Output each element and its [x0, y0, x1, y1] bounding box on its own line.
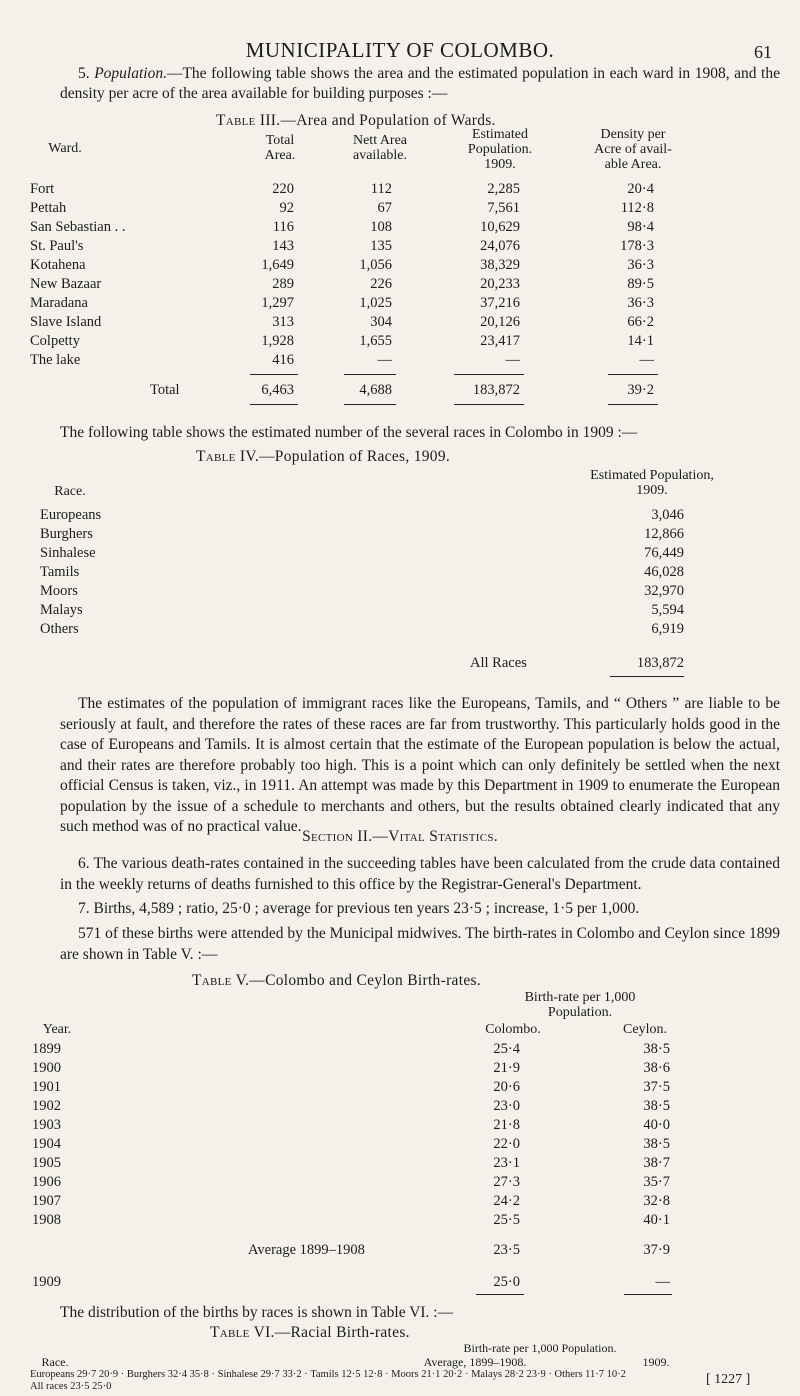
table5-header-group-line2: Population.: [547, 1005, 613, 1020]
table6-header-group-line2: Population.: [561, 1341, 617, 1355]
table5-rule: [624, 1294, 672, 1295]
table3-nett: 108: [370, 219, 392, 235]
table3-total: 1,649: [261, 257, 294, 273]
table3-nett: 1,655: [359, 333, 392, 349]
table6-1909: 10·2: [606, 1369, 626, 1380]
table5-ceylon: 38·5: [643, 1098, 670, 1114]
table-row: [0, 1116, 800, 1135]
table3-pop: —: [505, 352, 520, 368]
table3-total-pop: 183,872: [472, 382, 520, 398]
table4-value: 3,046: [651, 507, 684, 523]
table3-ward: Pettah: [30, 200, 67, 216]
table4-race: Burghers: [40, 526, 93, 542]
table5-ceylon: 32·8: [643, 1193, 670, 1209]
intro-paragraph: [60, 64, 780, 104]
table6-header-1909: 1909.: [642, 1355, 670, 1369]
table4-rule: [610, 676, 684, 677]
table3-nett: —: [377, 352, 392, 368]
table3-density: 112·8: [620, 200, 654, 216]
table3-total: 416: [272, 352, 294, 368]
table3-total-label: Total: [150, 382, 180, 398]
table-row: [0, 180, 800, 199]
table3-header-population: [445, 127, 555, 172]
table3-total-nett: 4,688: [359, 382, 392, 398]
table-row: [0, 313, 800, 332]
section2-heading: [0, 828, 800, 846]
table3-pop: 20,233: [480, 276, 520, 292]
table6-race: Moors: [391, 1369, 419, 1380]
table6-1909: 33·2: [282, 1369, 302, 1380]
table5-caption: [192, 972, 481, 990]
table5-year: 1899: [32, 1041, 61, 1057]
table5-year: 1901: [32, 1079, 61, 1095]
table5-ceylon: 40·1: [643, 1212, 670, 1228]
table5-colombo: 24·2: [493, 1193, 520, 1209]
table5-colombo: 21·8: [493, 1117, 520, 1133]
table3-total: 92: [279, 200, 294, 216]
table3-header-total-area: [245, 133, 315, 163]
table5-ceylon: 38·5: [643, 1136, 670, 1152]
table4-header-race: Race.: [54, 484, 86, 499]
intro-text: —The following table shows the area and the estimated population in each ward in 1908, and the density per acre of the area available for building purposes :—: [60, 65, 780, 102]
table3-ward: Fort: [30, 181, 55, 197]
table5-ceylon: 37·5: [643, 1079, 670, 1095]
table4-total-row: [0, 654, 800, 673]
table6-race: Burghers: [126, 1369, 166, 1380]
table6-race: Sinhalese: [217, 1369, 258, 1380]
running-header: MUNICIPALITY OF COLOMBO.: [245, 38, 555, 62]
table5-colombo: 25·5: [493, 1212, 520, 1228]
table5-colombo: 23·0: [493, 1098, 520, 1114]
table3-rule: [454, 404, 524, 405]
table6-race: Malays: [471, 1369, 502, 1380]
table3-caption-label: Table III.: [216, 112, 281, 129]
table6-caption: [210, 1324, 410, 1342]
table-row: [0, 1154, 800, 1173]
table3-nett: 226: [370, 276, 392, 292]
table4-total-value: 183,872: [636, 655, 684, 671]
table5-caption-text: —Colombo and Ceylon Birth-rates.: [249, 972, 482, 989]
table3-total: 1,297: [261, 295, 294, 311]
table5-ceylon: 35·7: [643, 1174, 670, 1190]
table3-pop: 38,329: [480, 257, 520, 273]
table3-total: 289: [272, 276, 294, 292]
midwives-paragraph: 571 of these births were attended by the Municipal midwives. The birth-rates in Colombo and Ceylon since 1899 are shown in Table V. :—: [60, 925, 780, 963]
table-row: [0, 544, 800, 563]
table-row: [0, 1040, 800, 1059]
table3-total: 116: [272, 219, 294, 235]
table5-final-year: 1909: [32, 1274, 61, 1290]
table4-caption-label: Table IV.: [196, 448, 259, 465]
table3-density: 20·4: [627, 181, 654, 197]
table5-year: 1903: [32, 1117, 61, 1133]
table-row: [0, 525, 800, 544]
table4-header-estimate: [552, 468, 752, 498]
table-row: [0, 275, 800, 294]
footer-reference: [ 1227 ]: [706, 1372, 751, 1387]
table3-total: 1,928: [261, 333, 294, 349]
table3-pop: 24,076: [480, 238, 520, 254]
table5-caption-label: Table V.: [192, 972, 250, 989]
table6-total-avg: 23·5: [70, 1381, 90, 1392]
table4-caption: [196, 448, 450, 466]
table5-final-colombo: 25·0: [493, 1274, 520, 1290]
table3-header-density-line2: Acre of avail-: [594, 142, 672, 157]
table3-ward: Slave Island: [30, 314, 102, 330]
table4-race: Tamils: [40, 564, 80, 580]
table3-total-density: 39·2: [627, 382, 654, 398]
table3-pop: 23,417: [480, 333, 520, 349]
table3-pop: 2,285: [487, 181, 520, 197]
table3-rule: [344, 374, 396, 375]
table3-header-nett-area-line2: available.: [352, 148, 408, 163]
table3-header-nett-area-line1: Nett Area: [352, 133, 408, 148]
table6-1909: 20·9: [98, 1369, 119, 1380]
table6-1909: 12·8: [363, 1369, 383, 1380]
table-row: [0, 1135, 800, 1154]
table-row: [0, 218, 800, 237]
table-row: [0, 1173, 800, 1192]
table3-nett: 135: [370, 238, 392, 254]
table5-ceylon: 38·5: [643, 1041, 670, 1057]
table3-rule: [454, 374, 524, 375]
table3-nett: 304: [370, 314, 392, 330]
table6-header-group-line1: Birth-rate per 1,000: [463, 1341, 559, 1355]
table5-header-ceylon: Ceylon.: [623, 1022, 667, 1037]
table5-ceylon: 40·0: [643, 1117, 670, 1133]
table5-year: 1907: [32, 1193, 61, 1209]
table6-row-strip: Europeans 29·7 20·9 · Burghers 32·4 35·8 · Sinhalese 29·7 33·2 · Tamils 12·5 12·8 · Moors 21·1 20·2 · Malays 28·2 23·9 · Others 11·7 10·2: [30, 1369, 626, 1380]
table3-rule: [344, 404, 396, 405]
table3-header-population-line2: Population.: [467, 142, 533, 157]
table3-total-area: 6,463: [261, 382, 294, 398]
table3-density: 98·4: [627, 219, 654, 235]
table4-header-estimate-line1: Estimated Population,: [590, 468, 714, 483]
table5-final-row: [0, 1273, 800, 1292]
table6-avg: 21·1: [421, 1369, 441, 1380]
table4-value: 5,594: [651, 602, 684, 618]
table3-header-nett-area: [335, 133, 425, 163]
table3-density: 89·5: [627, 276, 654, 292]
table5-ceylon: 38·7: [643, 1155, 670, 1171]
table5-year: 1904: [32, 1136, 61, 1152]
table-row: [0, 237, 800, 256]
table5-final-ceylon: —: [655, 1274, 670, 1290]
races-intro: The following table shows the estimated number of the several races in Colombo in 1909 :—: [60, 424, 638, 441]
table3-density: —: [639, 352, 654, 368]
table-row: [0, 1059, 800, 1078]
table3-total: 143: [272, 238, 294, 254]
table3-density: 14·1: [627, 333, 654, 349]
table-row: [0, 1192, 800, 1211]
table4-value: 76,449: [644, 545, 684, 561]
table-row: [0, 506, 800, 525]
table4-value: 32,970: [644, 583, 684, 599]
table4-race: Moors: [40, 583, 78, 599]
table5-average-row: [0, 1241, 800, 1260]
table-row: [0, 351, 800, 370]
table3-density: 66·2: [627, 314, 654, 330]
table5-header-colombo: Colombo.: [485, 1022, 541, 1037]
table5-average-ceylon: 37·9: [643, 1242, 670, 1258]
table-row: [0, 563, 800, 582]
table4-race: Sinhalese: [40, 545, 96, 561]
table6-1909: 20·2: [443, 1369, 463, 1380]
table4-race: Malays: [40, 602, 83, 618]
table5-year: 1908: [32, 1212, 61, 1228]
table3-ward: Colpetty: [30, 333, 80, 349]
footer-reference-number: 1227: [714, 1372, 743, 1387]
table3-header-density: [578, 127, 688, 172]
table-row: [0, 1211, 800, 1230]
table4-header-estimate-line2: 1909.: [636, 483, 668, 498]
table3-nett: 1,025: [359, 295, 392, 311]
table3-caption-text: —Area and Population of Wards.: [280, 112, 496, 129]
table-row: [0, 199, 800, 218]
table3-pop: 20,126: [480, 314, 520, 330]
table5-colombo: 20·6: [493, 1079, 520, 1095]
table6-1909: 23·9: [526, 1369, 546, 1380]
intro-para-number: 5.: [78, 65, 90, 82]
table6-intro: The distribution of the births by races is shown in Table VI. :—: [60, 1304, 454, 1321]
table6-total-label: All races: [30, 1381, 68, 1392]
table3-header-population-line1: Estimated: [472, 127, 528, 142]
table6-caption-label: Table VI.: [210, 1324, 275, 1341]
estimates-paragraph: The estimates of the population of immigrant races like the Europeans, Tamils, and “ Others ” are liable to be seriously at fault, and therefore the rates of these races are far from trustworthy. This particularly holds good in the case of Europeans and Tamils. It is almost certain that the estimate of the European population is below the actual, and their rates are therefore probably too high. This is a point which can only definitely be settled when the next official Census is taken, viz., in 1911. An attempt was made by this Department in 1909 to enumerate the European population by the issue of a schedule to merchants and others, but the results obtained clearly indicated that any such method was of no practical value.: [60, 695, 780, 835]
table6-avg: 28·2: [504, 1369, 524, 1380]
table4-value: 46,028: [644, 564, 684, 580]
paragraph-6: 6. The various death-rates contained in the succeeding tables have been calculated from the crude data contained in the weekly returns of deaths furnished to this office by the Registrar-General's Department.: [60, 855, 780, 893]
table6-race: Tamils: [310, 1369, 339, 1380]
table5-colombo: 22·0: [493, 1136, 520, 1152]
table6-race: Others: [554, 1369, 583, 1380]
table3-nett: 1,056: [359, 257, 392, 273]
table6-avg: 32·4: [167, 1369, 188, 1380]
table5-colombo: 25·4: [493, 1041, 520, 1057]
table3-total: 220: [272, 181, 294, 197]
table3-ward: The lake: [30, 352, 81, 368]
table6-1909: 35·8: [189, 1369, 209, 1380]
table3-rule: [250, 404, 298, 405]
table6-total-row: [30, 1381, 770, 1393]
table4-caption-text: —Population of Races, 1909.: [259, 448, 451, 465]
table3-density: 36·3: [627, 257, 654, 273]
table5-header-year: Year.: [42, 1022, 72, 1037]
table3-total-row: [0, 381, 800, 400]
intro-title: Population.: [94, 65, 167, 82]
table5-year: 1902: [32, 1098, 61, 1114]
paragraph-7: 7. Births, 4,589 ; ratio, 25·0 ; average for previous ten years 23·5 ; increase, 1·5 per 1,000.: [78, 900, 640, 917]
table3-header-population-line3: 1909.: [484, 157, 516, 172]
table-row: [0, 1097, 800, 1116]
table3-ward: New Bazaar: [30, 276, 102, 292]
table6-header-average: Average, 1899–1908.: [423, 1355, 527, 1369]
table4-total-label: All Races: [470, 655, 527, 671]
table3-nett: 112: [370, 181, 392, 197]
table5-colombo: 23·1: [493, 1155, 520, 1171]
table3-header-total-area-line2: Area.: [264, 148, 296, 163]
table5-rule: [476, 1294, 524, 1295]
table-row: [0, 620, 800, 639]
table3-rule: [608, 374, 658, 375]
table6-avg: 29·7: [76, 1369, 97, 1380]
section2-title: —Vital Statistics.: [372, 828, 498, 845]
table5-year: 1905: [32, 1155, 61, 1171]
table-row: [0, 294, 800, 313]
table3-header-ward: Ward.: [48, 141, 82, 156]
table3-ward: San Sebastian . .: [30, 219, 126, 235]
table3-pop: 10,629: [480, 219, 520, 235]
table-row: [0, 601, 800, 620]
table5-colombo: 21·9: [493, 1060, 520, 1076]
table3-rule: [250, 374, 298, 375]
table6-header-race: Race.: [41, 1355, 69, 1369]
table5-year: 1906: [32, 1174, 61, 1190]
table6-avg: 12·5: [341, 1369, 361, 1380]
table6-caption-text: —Racial Birth-rates.: [274, 1324, 410, 1341]
table5-colombo: 27·3: [493, 1174, 520, 1190]
table3-ward: St. Paul's: [30, 238, 84, 254]
table4-value: 12,866: [644, 526, 684, 542]
table3-pop: 37,216: [480, 295, 520, 311]
table6-avg: 11·7: [585, 1369, 604, 1380]
table5-year: 1900: [32, 1060, 61, 1076]
table3-density: 36·3: [627, 295, 654, 311]
page-number: 61: [754, 42, 772, 62]
table-row: [0, 1078, 800, 1097]
table5-average-label: Average 1899–1908: [248, 1242, 365, 1258]
table5-average-colombo: 23·5: [493, 1242, 520, 1258]
table6-header-group: [440, 1342, 640, 1354]
table5-header-group-line1: Birth-rate per 1,000: [524, 990, 636, 1005]
table5-ceylon: 38·6: [643, 1060, 670, 1076]
table3-header-total-area-line1: Total: [265, 133, 295, 148]
table5-header-group: [480, 990, 680, 1020]
table-row: [0, 256, 800, 275]
table6-total-1909: 25·0: [92, 1381, 112, 1392]
table4-race: Europeans: [40, 507, 102, 523]
table4-value: 6,919: [651, 621, 684, 637]
table3-nett: 67: [377, 200, 392, 216]
table3-pop: 7,561: [487, 200, 520, 216]
table-row: [0, 582, 800, 601]
table6-race: Europeans: [30, 1369, 75, 1380]
table3-rule: [608, 404, 658, 405]
table3-total: 313: [272, 314, 294, 330]
table3-ward: Kotahena: [30, 257, 86, 273]
section2-label: Section II.: [302, 828, 373, 845]
table-row: [0, 332, 800, 351]
table6-avg: 29·7: [260, 1369, 280, 1380]
table3-density: 178·3: [620, 238, 654, 254]
table3-ward: Maradana: [30, 295, 88, 311]
table4-race: Others: [40, 621, 79, 637]
table3-header-density-line1: Density per: [600, 127, 666, 142]
table3-header-density-line3: able Area.: [604, 157, 662, 172]
